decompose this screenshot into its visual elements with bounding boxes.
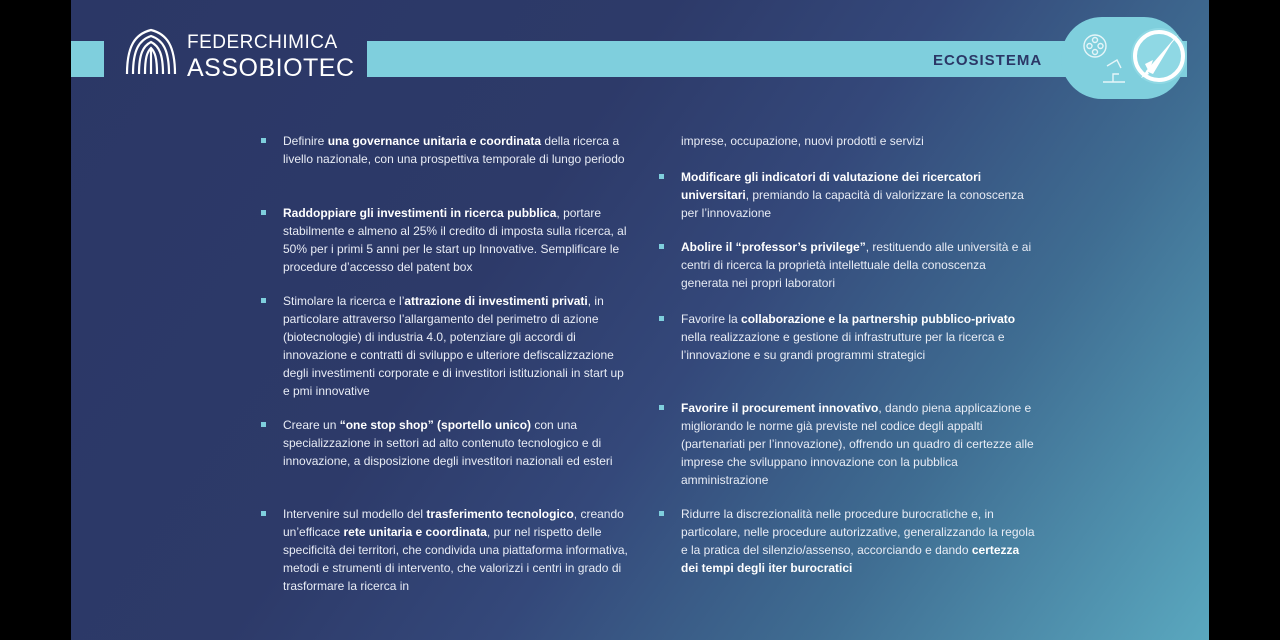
- bullet-icon: [659, 511, 664, 516]
- list-item: Intervenire sul modello del trasferimento tecnologico, creando un’efficace rete unitaria e coordinata, pur nel rispetto delle specificità dei territori, che condivida una piattaforma informativa, metodi e strumenti di intervento, che valorizzi i centri in grado di trasformare la ricerca in: [261, 505, 628, 595]
- header-icons: [1073, 20, 1189, 96]
- list-item: Favorire la collaborazione e la partnership pubblico-privato nella realizzazione e gestione di infrastrutture per la ricerca e l’innovazione e su grandi programmi strategici: [659, 310, 1035, 364]
- film-reel-icon: [1084, 35, 1106, 57]
- brand-line-1: FEDERCHIMICA: [187, 32, 338, 53]
- continuation-text: imprese, occupazione, nuovi prodotti e servizi: [681, 134, 924, 148]
- brand-line-2: ASSOBIOTEC: [187, 54, 355, 82]
- microscope-icon: [1103, 60, 1125, 82]
- list-item: Ridurre la discrezionalità nelle procedure burocratiche e, in particolare, nelle procedure autorizzative, generalizzando la regola e la pratica del silenzio/assenso, accorciando e dando certezza dei tempi degli iter burocratici: [659, 505, 1035, 577]
- bullet-icon: [261, 422, 266, 427]
- slide: [71, 0, 1209, 640]
- list-item: Modificare gli indicatori di valutazione dei ricercatori universitari, premiando la capacità di valorizzare la conoscenza per l’innovazione: [659, 168, 1035, 222]
- list-item: Abolire il “professor’s privilege”, restituendo alle università e ai centri di ricerca la proprietà intellettuale della conoscenza generata nei propri laboratori: [659, 238, 1035, 292]
- list-item: Favorire il procurement innovativo, dando piena applicazione e migliorando le norme già previste nel codice degli appalti (partenariati per l’innovazione), offrendo un quadro di certezze alle imprese che sviluppano innovazione con la pubblica amministrazione: [659, 399, 1035, 489]
- assobiotec-logo-icon: [123, 26, 179, 80]
- bullet-icon: [261, 210, 266, 215]
- bullet-icon: [659, 316, 664, 321]
- list-item: Creare un “one stop shop” (sportello unico) con una specializzazione in settori ad alto contenuto tecnologico e di innovazione, a disposizione degli investitori nazionali ed esteri: [261, 416, 628, 470]
- rocket-icon: [1131, 28, 1187, 84]
- section-title: ECOSISTEMA: [933, 52, 1043, 69]
- bullet-icon: [261, 298, 266, 303]
- list-item: Definire una governance unitaria e coordinata della ricerca a livello nazionale, con una prospettiva temporale di lungo periodo: [261, 132, 628, 168]
- bullet-icon: [659, 405, 664, 410]
- bullet-icon: [659, 174, 664, 179]
- header-band-left: [71, 41, 104, 77]
- list-item: Stimolare la ricerca e l’attrazione di investimenti privati, in particolare attraverso l’allargamento del perimetro di azione (biotecnologie) di industria 4.0, potenziare gli accordi di innovazione e contratti di sviluppo e ulteriore defiscalizzazione degli investimenti corporate e di investitori istituzionali in start up e pmi innovative: [261, 292, 628, 400]
- bullet-icon: [659, 244, 664, 249]
- bullet-icon: [261, 511, 266, 516]
- list-item: Raddoppiare gli investimenti in ricerca pubblica, portare stabilmente e almeno al 25% il credito di imposta sulla ricerca, al 50% per i primi 5 anni per le start up Innovative. Semplificare le procedure d’accesso del patent box: [261, 204, 628, 276]
- bullet-icon: [261, 138, 266, 143]
